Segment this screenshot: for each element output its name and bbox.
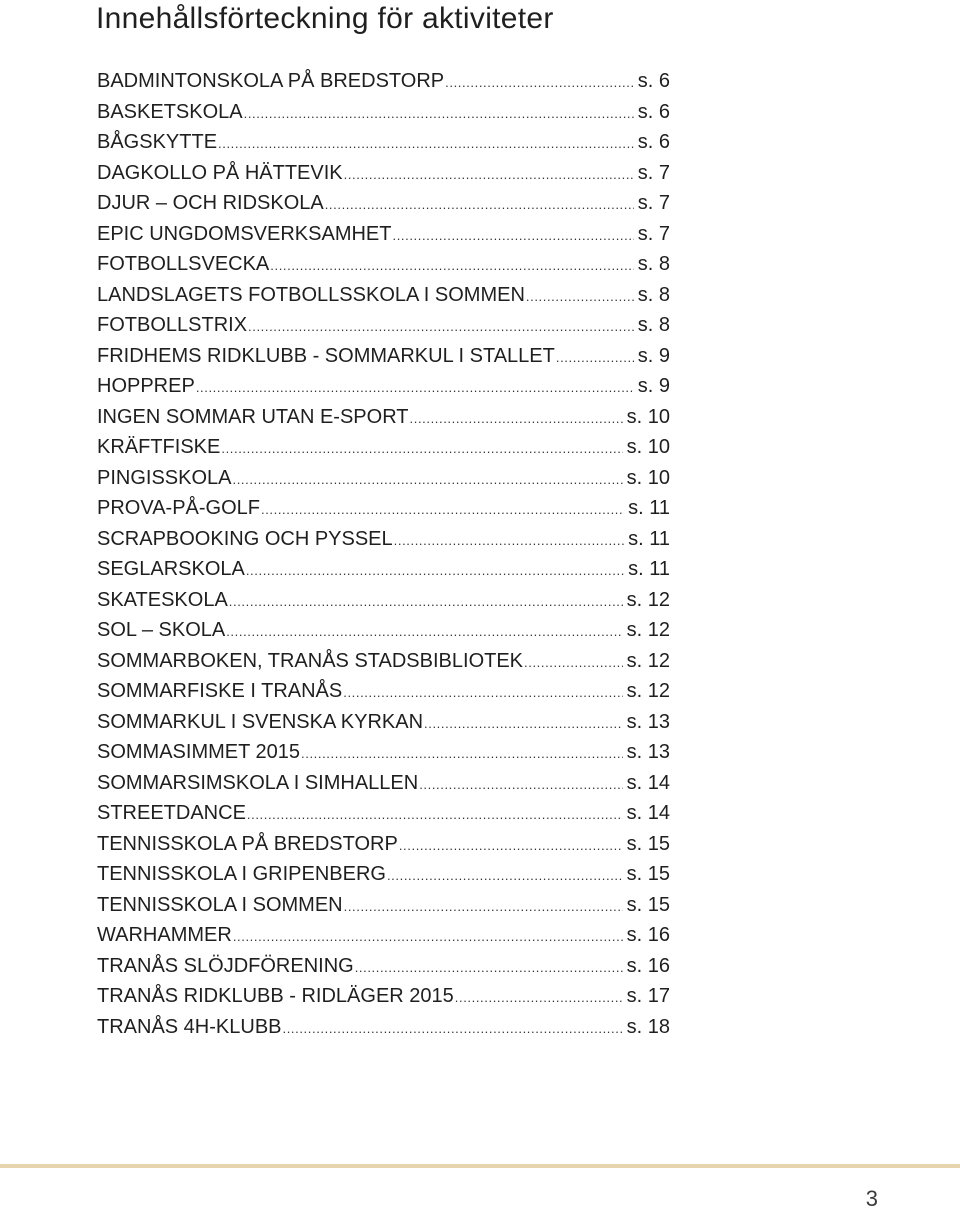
dot-leader xyxy=(424,709,623,740)
toc-entry xyxy=(97,97,670,128)
toc-entry-label: TRANÅS 4H-KLUBB xyxy=(97,1015,282,1038)
toc-entry-label: BÅGSKYTTE xyxy=(97,131,218,153)
toc-entry-page: s. 18 xyxy=(626,1015,670,1038)
dot-leader xyxy=(387,861,623,892)
toc-entry xyxy=(97,646,670,677)
toc-entry-page: s. 13 xyxy=(626,741,670,763)
dot-leader xyxy=(410,404,623,435)
toc-entry-label: FRIDHEMS RIDKLUBB - SOMMARKUL I STALLET xyxy=(97,344,555,367)
toc-entry-page: s. 12 xyxy=(626,680,670,702)
page-title: Innehållsförteckning för aktiviteter xyxy=(96,2,554,35)
toc-entry-page: s. 7 xyxy=(637,222,670,245)
dot-leader xyxy=(556,343,634,374)
toc-entry xyxy=(97,280,670,311)
toc-entry-label: SOL – SKOLA xyxy=(97,619,226,641)
toc-entry-label: EPIC UNGDOMSVERKSAMHET xyxy=(97,222,392,245)
toc-entry-page: s. 12 xyxy=(626,588,670,611)
toc-entry-page: s. 6 xyxy=(637,131,670,153)
toc-entry-page: s. 13 xyxy=(626,710,670,733)
dot-leader xyxy=(270,251,633,282)
toc-entry-page: s. 7 xyxy=(637,161,670,184)
toc-entry xyxy=(97,188,670,219)
dot-leader xyxy=(283,1014,623,1045)
toc-entry xyxy=(97,829,670,860)
toc-entry xyxy=(97,951,670,982)
toc-entry-label: PROVA-PÅ-GOLF xyxy=(97,497,260,519)
toc-entry-page: s. 16 xyxy=(626,924,670,946)
toc-entry-label: SCRAPBOOKING OCH PYSSEL xyxy=(97,527,393,550)
toc-entry xyxy=(97,66,670,97)
dot-leader xyxy=(394,526,624,557)
toc-entry xyxy=(97,463,670,494)
toc-entry-page: s. 11 xyxy=(628,558,670,580)
toc-entry-page: s. 8 xyxy=(637,253,670,275)
dot-leader xyxy=(455,983,623,1014)
toc-entry-page: s. 14 xyxy=(626,771,670,794)
dot-leader xyxy=(229,587,623,618)
toc-entry-label: TENNISSKOLA I SOMMEN xyxy=(97,893,343,916)
dot-leader xyxy=(246,556,624,587)
dot-leader xyxy=(355,953,623,984)
toc-entry-label: TRANÅS RIDKLUBB - RIDLÄGER 2015 xyxy=(97,985,454,1007)
toc-entry-page: s. 11 xyxy=(628,497,670,519)
toc-entry xyxy=(97,585,670,616)
dot-leader xyxy=(399,831,623,862)
toc-entry-label: INGEN SOMMAR UTAN E-SPORT xyxy=(97,405,409,428)
dot-leader xyxy=(325,190,634,221)
dot-leader xyxy=(526,282,634,313)
toc-entry-page: s. 16 xyxy=(626,954,670,977)
toc-entry-label: SOMMARBOKEN, TRANÅS STADSBIBLIOTEK xyxy=(97,649,524,672)
toc-entry-label: KRÄFTFISKE xyxy=(97,436,221,458)
dot-leader xyxy=(344,160,634,191)
dot-leader xyxy=(261,495,624,526)
toc-entry-label: TRANÅS SLÖJDFÖRENING xyxy=(97,954,354,977)
toc-entry xyxy=(97,219,670,250)
toc-entry xyxy=(97,859,670,890)
page-number: 3 xyxy=(865,1186,878,1211)
toc-entry-label: LANDSLAGETS FOTBOLLSSKOLA I SOMMEN xyxy=(97,283,525,306)
toc-entry xyxy=(97,676,670,707)
toc-entry-label: FOTBOLLSVECKA xyxy=(97,253,270,275)
dot-leader xyxy=(218,129,634,160)
toc-entry-label: SEGLARSKOLA xyxy=(97,558,245,580)
dot-leader xyxy=(301,739,623,770)
dot-leader xyxy=(392,221,633,252)
table-of-contents xyxy=(97,66,670,1042)
toc-entry-page: s. 15 xyxy=(626,832,670,855)
toc-entry xyxy=(97,981,670,1012)
dot-leader xyxy=(247,800,623,831)
dot-leader xyxy=(221,434,622,465)
toc-entry xyxy=(97,524,670,555)
dot-leader xyxy=(196,373,634,404)
toc-entry-page: s. 12 xyxy=(626,649,670,672)
dot-leader xyxy=(233,922,623,953)
toc-entry-label: WARHAMMER xyxy=(97,924,232,946)
toc-entry-page: s. 10 xyxy=(626,405,670,428)
toc-entry-page: s. 11 xyxy=(628,527,670,550)
toc-entry-page: s. 15 xyxy=(626,893,670,916)
toc-entry xyxy=(97,798,670,829)
toc-entry xyxy=(97,371,670,402)
toc-entry xyxy=(97,1012,670,1043)
toc-entry-page: s. 10 xyxy=(626,436,670,458)
toc-entry-page: s. 10 xyxy=(626,466,670,489)
toc-entry-label: SOMMARSIMSKOLA I SIMHALLEN xyxy=(97,771,419,794)
toc-entry xyxy=(97,920,670,951)
toc-entry-label: PINGISSKOLA xyxy=(97,466,232,489)
toc-entry xyxy=(97,158,670,189)
dot-leader xyxy=(233,465,623,496)
dot-leader xyxy=(445,68,634,99)
dot-leader xyxy=(248,312,634,343)
toc-entry-page: s. 8 xyxy=(637,283,670,306)
toc-entry xyxy=(97,402,670,433)
footer-divider xyxy=(0,1164,960,1168)
toc-entry xyxy=(97,249,670,280)
toc-entry-page: s. 8 xyxy=(637,314,670,336)
dot-leader xyxy=(524,648,623,679)
toc-entry xyxy=(97,341,670,372)
toc-entry-label: BASKETSKOLA xyxy=(97,100,243,123)
toc-entry-page: s. 9 xyxy=(637,375,670,397)
toc-entry xyxy=(97,554,670,585)
dot-leader xyxy=(244,99,634,130)
toc-entry xyxy=(97,432,670,463)
toc-entry-label: FOTBOLLSTRIX xyxy=(97,314,248,336)
toc-entry-page: s. 7 xyxy=(637,192,670,214)
toc-entry-page: s. 15 xyxy=(626,863,670,885)
dot-leader xyxy=(226,617,622,648)
toc-entry xyxy=(97,493,670,524)
toc-entry-page: s. 14 xyxy=(626,802,670,824)
toc-entry xyxy=(97,737,670,768)
toc-entry-page: s. 9 xyxy=(637,344,670,367)
toc-entry-label: DJUR – OCH RIDSKOLA xyxy=(97,192,324,214)
toc-entry xyxy=(97,707,670,738)
toc-entry-page: s. 6 xyxy=(637,70,670,92)
toc-entry-label: SOMMARFISKE I TRANÅS xyxy=(97,680,343,702)
toc-entry-label: HOPPREP xyxy=(97,375,195,397)
toc-entry-label: BADMINTONSKOLA PÅ BREDSTORP xyxy=(97,70,445,92)
toc-entry-label: STREETDANCE xyxy=(97,802,246,824)
toc-entry xyxy=(97,768,670,799)
dot-leader xyxy=(344,892,623,923)
dot-leader xyxy=(419,770,622,801)
toc-entry-page: s. 6 xyxy=(637,100,670,123)
dot-leader xyxy=(343,678,622,709)
toc-entry-label: SOMMARKUL I SVENSKA KYRKAN xyxy=(97,710,424,733)
toc-entry xyxy=(97,615,670,646)
toc-entry xyxy=(97,127,670,158)
toc-entry-label: DAGKOLLO PÅ HÄTTEVIK xyxy=(97,161,343,184)
toc-entry xyxy=(97,890,670,921)
toc-entry xyxy=(97,310,670,341)
toc-entry-label: SOMMASIMMET 2015 xyxy=(97,741,301,763)
toc-entry-label: SKATESKOLA xyxy=(97,588,228,611)
toc-entry-label: TENNISSKOLA PÅ BREDSTORP xyxy=(97,832,398,855)
toc-entry-page: s. 12 xyxy=(626,619,670,641)
toc-entry-label: TENNISSKOLA I GRIPENBERG xyxy=(97,863,386,885)
toc-entry-page: s. 17 xyxy=(626,985,670,1007)
